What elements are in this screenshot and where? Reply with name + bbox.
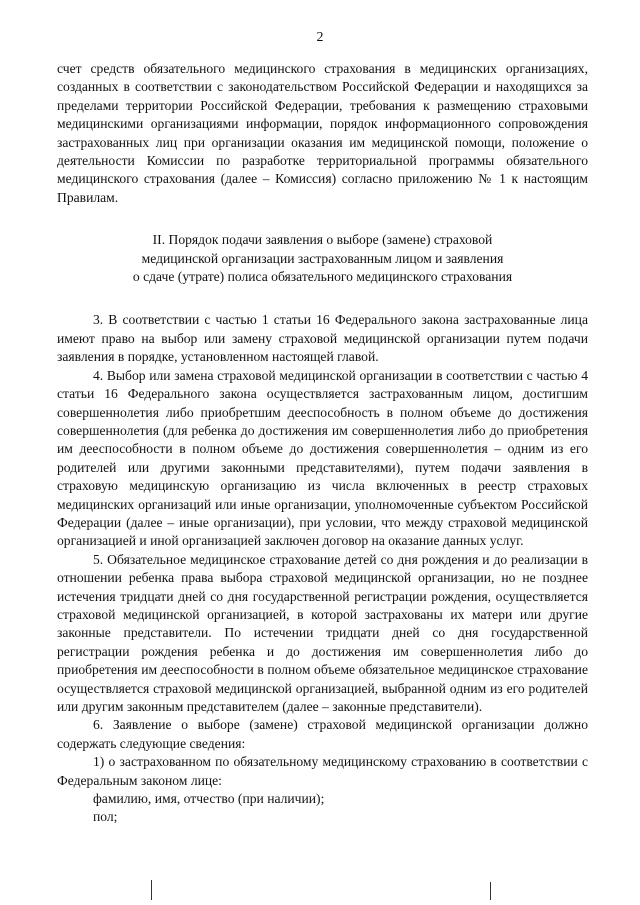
paragraph-6-item-1: 1) о застрахованном по обязательному медицинскому страхованию в соответствии с Федеральным законом лице:	[57, 754, 588, 788]
paragraph-4: 4. Выбор или замена страховой медицинской организации в соответствии с частью 4 статьи 16 Федерального закона осуществляется застрахованным лицом, достигшим совершеннолетия либо приобретшим дееспособность в полном объеме до достижения совершеннолетия (для ребенка до достижения им совершеннолетия либо до приобретения им дееспособности в полном объеме до достижения совершеннолетия – одним из его родителей или другими законными представителями), путем подачи заявления в страховую медицинскую организацию из числа включенных в реестр страховых медицинских организаций или иные организации, уполномоченные субъектом Российской Федерации (далее – иные организации), при условии, что между страховой медицинской организацией и иной организацией заключен договор на оказание данных услуг.	[57, 367, 588, 549]
scan-artifact-line	[490, 882, 491, 900]
page-number: 2	[316, 30, 324, 45]
section-heading-line: медицинской организации застрахованным лицом и заявления	[141, 250, 504, 266]
section-heading	[57, 231, 588, 286]
section-heading-line: II. Порядок подачи заявления о выборе (замене) страховой	[152, 232, 493, 248]
list-item: пол;	[93, 809, 118, 825]
list-item: фамилию, имя, отчество (при наличии);	[93, 791, 325, 807]
scan-artifact-line	[151, 880, 152, 900]
paragraph-5: 5. Обязательное медицинское страхование детей со дня рождения и до реализации в отношении ребенка права выбора страховой медицинской организации, но не позднее истечения тридцати дней со дня государственной регистрации рождения, осуществляется страховой медицинской организацией, в которой застрахованы их матери или другие законные представители. По истечении тридцати дней со дня государственной регистрации рождения ребенка и до достижения им совершеннолетия либо до приобретения им дееспособности в полном объеме обязательное медицинское страхование осуществляется страховой медицинской организацией, выбранной одним из его родителей или другим законным представителем (далее – законные представители).	[57, 551, 588, 714]
intro-paragraph: счет средств обязательного медицинского страхования в медицинских организациях, созданных в соответствии с законодательством Российской Федерации и находящихся за пределами территории Российской Федерации, требования к размещению страховыми медицинскими организациями информации, порядок информационного сопровождения застрахованных лиц при организации оказания им медицинской помощи, положение о деятельности Комиссии по разработке территориальной программы обязательного медицинского страхования (далее – Комиссия) согласно приложению № 1 к настоящим Правилам.	[57, 61, 588, 205]
paragraph-3: 3. В соответствии с частью 1 статьи 16 Федерального закона застрахованные лица имеют право на выбор или замену страховой медицинской организации путем подачи заявления в порядке, установленном настоящей главой.	[57, 312, 588, 365]
paragraph-6: 6. Заявление о выборе (замене) страховой медицинской организации должно содержать следующие сведения:	[57, 717, 588, 751]
document-body	[57, 60, 588, 827]
section-heading-line: о сдаче (утрате) полиса обязательного медицинского страхования	[132, 269, 513, 285]
